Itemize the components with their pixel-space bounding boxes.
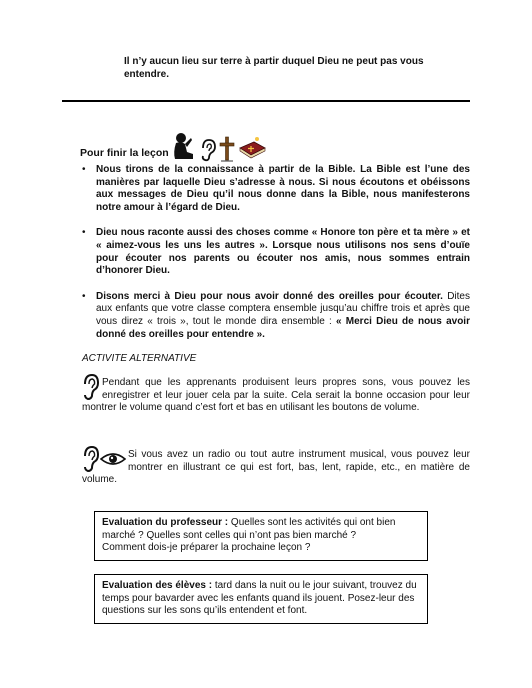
list-item: • Nous tirons de la connaissance à partir de la Bible. La Bible est l’une des manières par laquelle Dieu s’adresse à nous. Si nous écoutons et obéissons aux messages de Dieu qu’il nous donne dans la Bible, nous manifesterons notre amour à l’égard de Dieu. (82, 164, 470, 214)
teacher-evaluation-text: Quelles sont les activités qui ont bien marché ? Quelles sont celles qui n’ont pas bien marché ? (102, 517, 396, 541)
alternative-paragraph-2: Si vous avez un radio ou tout autre instrument musical, vous pouvez leur montrer en illustrant ce qui est fort, bas, lent, rapide, etc., en matière de volume. (82, 449, 470, 487)
alternative-activity-title: ACTIVITE ALTERNATIVE (82, 353, 197, 364)
intro-text: Il n’y aucun lieu sur terre à partir duquel Dieu ne peut pas vous entendre. (124, 56, 424, 80)
teacher-evaluation-label: Evaluation du professeur : (102, 517, 229, 528)
ear-icon (82, 373, 100, 401)
student-evaluation-box (94, 574, 428, 624)
ear-icon (199, 138, 217, 162)
closing-section-header (80, 134, 267, 162)
closing-icons (171, 132, 267, 162)
teacher-evaluation-box (94, 511, 428, 561)
ear-eye-icons (82, 445, 126, 473)
section-divider (62, 100, 470, 102)
cross-icon (219, 136, 235, 162)
student-evaluation-label: Evaluation des élèves : (102, 580, 213, 591)
list-item: • Disons merci à Dieu pour nous avoir donné des oreilles pour écouter. Dites aux enfants que votre classe comptera ensemble jusqu’au chiffre trois et après que vous direz « trois », tout le monde dira ensemble : « Merci Dieu de nous avoir donné des oreilles pour entendre ». (82, 291, 470, 341)
student-evaluation-text: tard dans la nuit ou le jour suivant, trouvez du temps pour bavarder avec les enfants quand ils jouent. Posez-leur des questions sur les sons qu’ils entendent et font. (102, 580, 417, 617)
praying-child-icon (171, 132, 197, 162)
teacher-evaluation-text-2: Comment dois-je préparer la prochaine leçon ? (102, 542, 311, 554)
ear-icon (82, 445, 100, 473)
closing-bullets (82, 164, 470, 354)
list-item: • Dieu nous raconte aussi des choses comme « Honore ton père et ta mère » et « aimez-vous les uns les autres ». Lorsque nous utilisons nos sens d’ouïe pour écouter nos parents ou écouter nos amis, nous sommes entrain d’honorer Dieu. (82, 227, 470, 277)
bible-icon (237, 136, 267, 162)
closing-section-label: Pour finir la leçon (80, 147, 169, 160)
alternative-paragraph-1: Pendant que les apprenants produisent leurs propres sons, vous pouvez les enregistrer et leur jouer cela par la suite. Cela serait la bonne occasion pour leur montrer le volume quand c’est fort et bas en utilisant les boutons de volume. (82, 377, 470, 415)
eye-icon (100, 451, 126, 467)
